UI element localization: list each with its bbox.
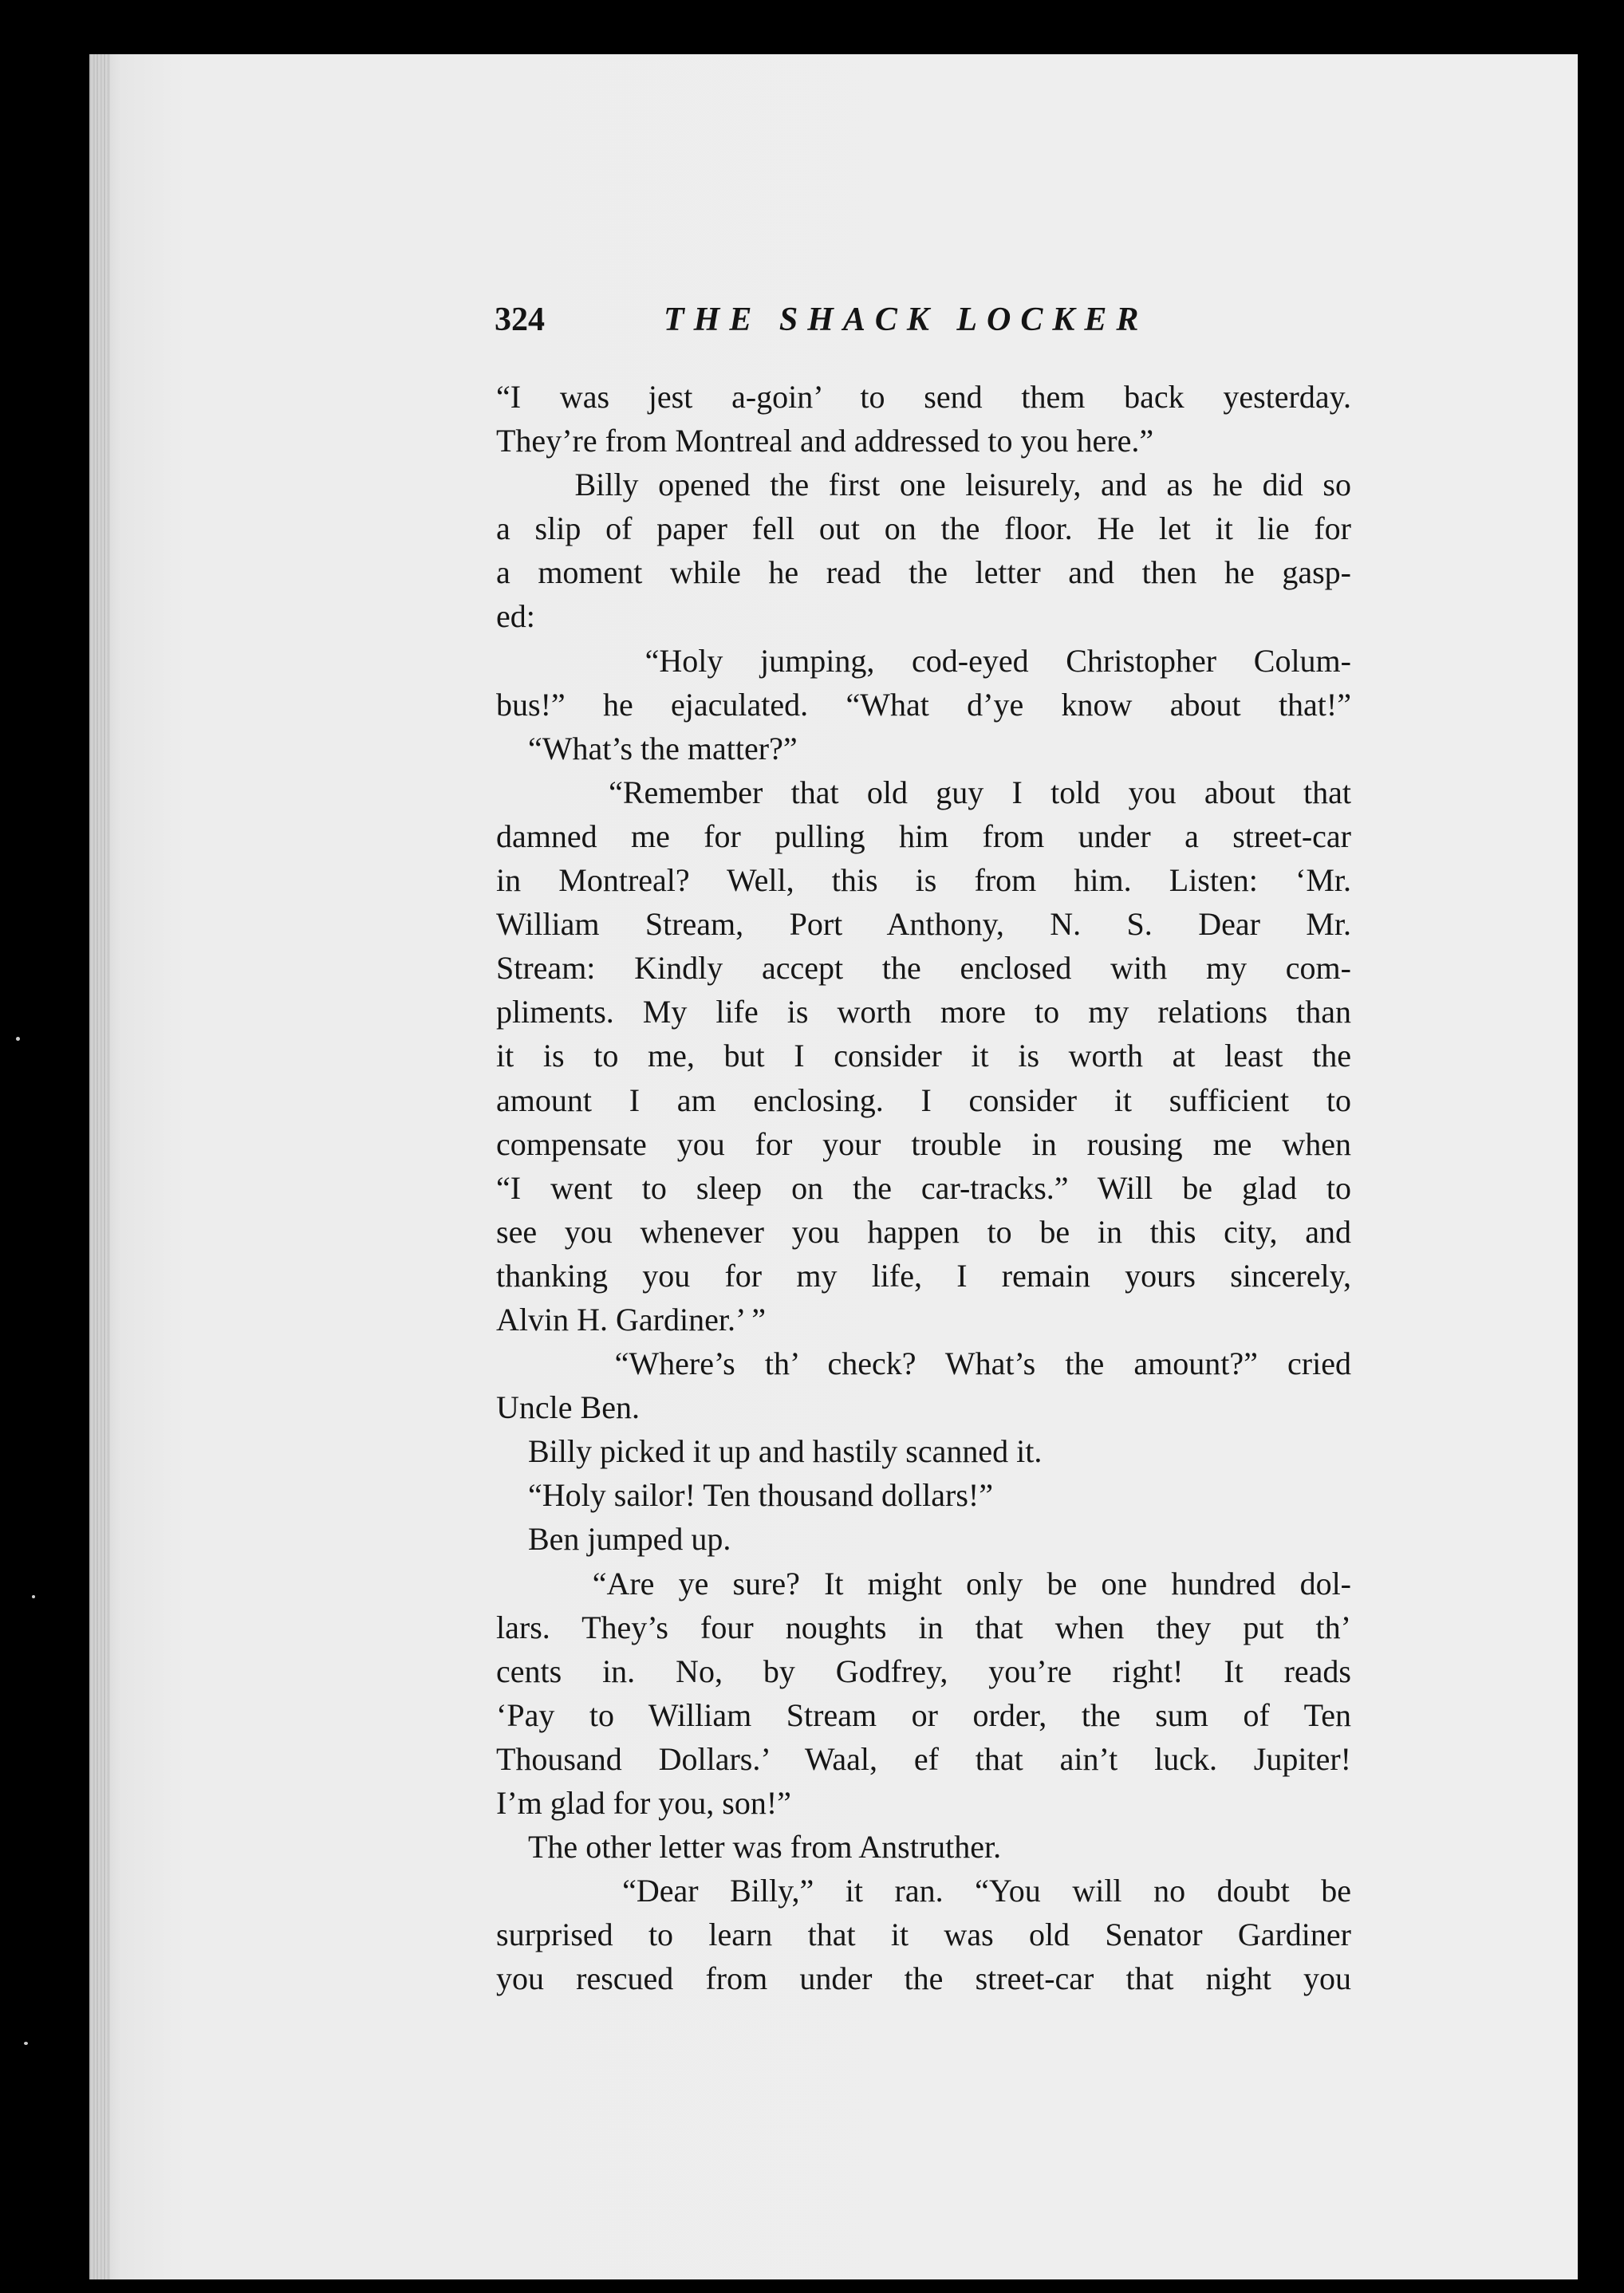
scan-speck (16, 1037, 20, 1041)
page-gutter-edge (89, 54, 110, 2279)
text-line: compensate you for your trouble in rousing me when (496, 1125, 1351, 1162)
text-line: “Remember that old guy I told you about that (496, 774, 1351, 810)
text-line: thanking you for my life, I remain yours sincerely, (496, 1257, 1351, 1294)
text-line: in Montreal? Well, this is from him. Listen: ‘Mr. (496, 862, 1351, 899)
text-line: damned me for pulling him from under a street-car (496, 818, 1351, 854)
text-line: you rescued from under the street-car that night you (496, 1960, 1351, 1997)
text-line: a moment while he read the letter and then he gasp- (496, 554, 1351, 591)
text-line: ‘Pay to William Stream or order, the sum of Ten (496, 1696, 1351, 1733)
text-line: “Dear Billy,” it ran. “You will no doubt be (496, 1873, 1351, 1909)
scan-speck (24, 2042, 28, 2045)
text-line: “What’s the matter?” (496, 730, 798, 766)
text-line: Billy picked it up and hastily scanned it. (496, 1433, 1043, 1470)
text-line: bus!” he ejaculated. “What d’ye know about that!” (496, 686, 1351, 723)
text-line: a slip of paper fell out on the floor. He let it lie for (496, 510, 1351, 547)
text-line: Stream: Kindly accept the enclosed with my com- (496, 950, 1351, 987)
body-text (496, 375, 1351, 2000)
page-number: 324 (495, 301, 545, 338)
text-line: “Are ye sure? It might only be one hundred dol- (496, 1565, 1351, 1602)
text-line: it is to me, but I consider it is worth at least the (496, 1038, 1351, 1074)
text-line: pliments. My life is worth more to my relations than (496, 994, 1351, 1030)
text-line: Billy opened the first one leisurely, and as he did so (496, 467, 1351, 503)
text-line: “Holy sailor! Ten thousand dollars!” (496, 1477, 993, 1514)
text-line: “Where’s th’ check? What’s the amount?” cried (496, 1345, 1351, 1382)
text-line: Thousand Dollars.’ Waal, ef that ain’t luck. Jupiter! (496, 1740, 1351, 1777)
text-line: William Stream, Port Anthony, N. S. Dear Mr. (496, 906, 1351, 943)
text-line: cents in. No, by Godfrey, you’re right! It reads (496, 1653, 1351, 1689)
text-line: amount I am enclosing. I consider it sufficient to (496, 1081, 1351, 1118)
text-line: They’re from Montreal and addressed to you here.” (496, 423, 1154, 459)
text-line: Ben jumped up. (496, 1521, 731, 1558)
text-line: lars. They’s four noughts in that when they put th’ (496, 1609, 1351, 1645)
text-line: The other letter was from Anstruther. (496, 1829, 1002, 1866)
text-line: Alvin H. Gardiner.’ ” (496, 1301, 767, 1338)
text-line: I’m glad for you, son!” (496, 1785, 791, 1821)
text-line: surprised to learn that it was old Senator Gardiner (496, 1917, 1351, 1953)
running-title: THE SHACK LOCKER (664, 301, 1149, 338)
text-line: see you whenever you happen to be in this city, and (496, 1213, 1351, 1250)
text-line: “I went to sleep on the car-tracks.” Will be glad to (496, 1169, 1351, 1206)
text-line: “I was jest a-goin’ to send them back yesterday. (496, 379, 1351, 415)
text-line: ed: (496, 598, 535, 635)
running-head (495, 292, 1352, 348)
scan-speck (32, 1595, 35, 1598)
text-line: Uncle Ben. (496, 1389, 640, 1426)
text-line: “Holy jumping, cod-eyed Christopher Colum- (496, 642, 1351, 679)
